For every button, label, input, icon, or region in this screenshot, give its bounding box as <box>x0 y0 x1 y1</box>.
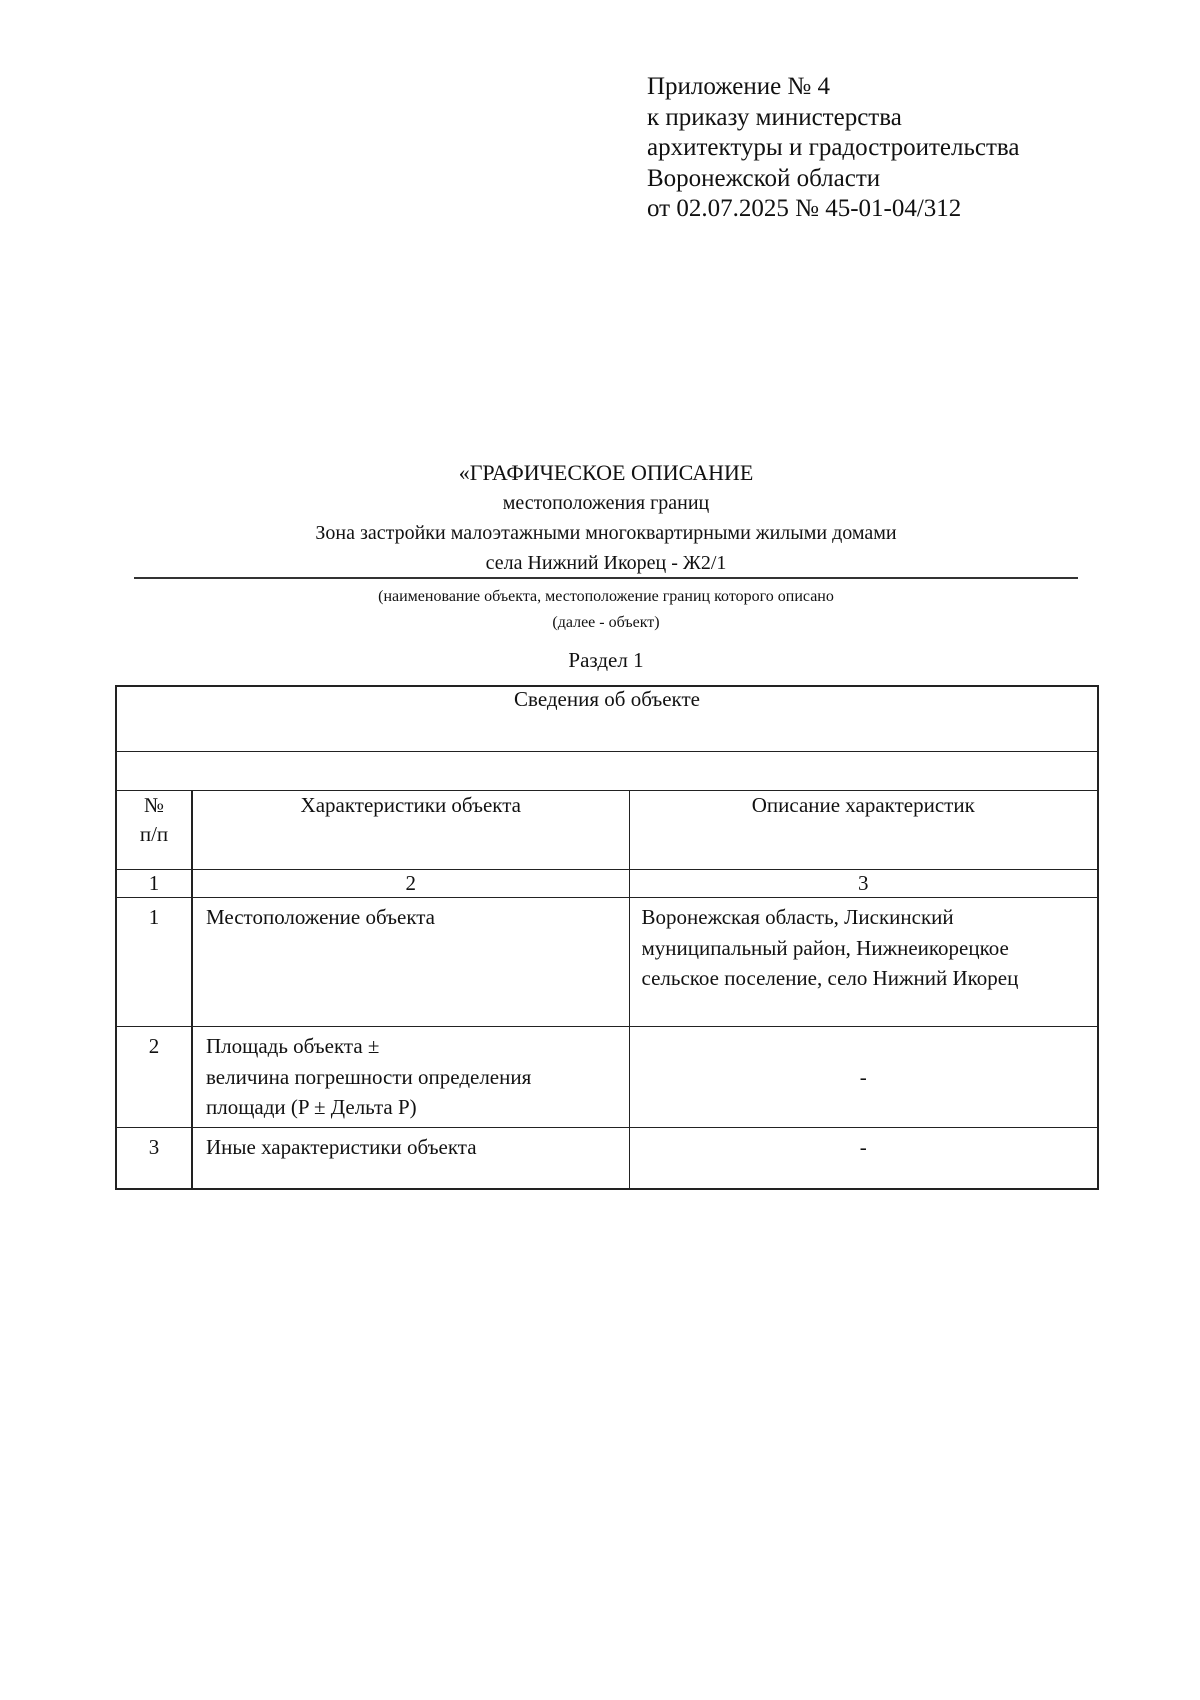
characteristic-line: Местоположение объекта <box>206 905 436 929</box>
row-characteristic <box>192 898 629 1027</box>
description-line: Воронежская область, Лискинский <box>641 905 954 929</box>
appendix-ministry: архитектуры и градостроительства <box>647 134 1020 161</box>
title-main: «ГРАФИЧЕСКОЕ ОПИСАНИЕ <box>458 460 754 485</box>
table-blank-row <box>116 752 1098 791</box>
section-heading: Раздел 1 <box>568 648 644 672</box>
table-row <box>116 1128 1098 1190</box>
row-description: - <box>629 1128 1098 1190</box>
caption-line: (наименование объекта, местоположение границ которого описано <box>378 588 834 605</box>
appendix-header <box>647 72 1019 225</box>
appendix-number: Приложение № 4 <box>647 73 831 100</box>
title-underline <box>134 577 1078 579</box>
title-line: местоположения границ <box>502 492 710 514</box>
row-num: 1 <box>116 898 192 1027</box>
characteristic-line: величина погрешности определения <box>206 1064 532 1089</box>
characteristic-line: Площадь объекта ± <box>206 1034 380 1058</box>
object-info-table <box>115 685 1099 1190</box>
characteristic-line: Иные характеристики объекта <box>206 1135 477 1159</box>
header-description: Описание характеристик <box>629 791 1098 870</box>
document-title <box>134 458 1078 578</box>
table-row <box>116 898 1098 1027</box>
header-num-symbol: № <box>143 793 165 817</box>
index-cell: 1 <box>116 870 192 898</box>
title-line: села Нижний Икорец - Ж2/1 <box>485 552 727 574</box>
header-num <box>116 791 192 870</box>
row-num: 2 <box>116 1027 192 1128</box>
appendix-order-date: от 02.07.2025 № 45-01-04/312 <box>647 195 962 222</box>
title-line: Зона застройки малоэтажными многоквартирными жилыми домами <box>315 522 897 544</box>
description-line: сельское поселение, село Нижний Икорец <box>641 966 1019 990</box>
description-line: муниципальный район, Нижнеикорецкое <box>641 935 1009 960</box>
row-num: 3 <box>116 1128 192 1190</box>
header-characteristic: Характеристики объекта <box>192 791 629 870</box>
appendix-region: Воронежской области <box>647 164 881 192</box>
index-cell: 2 <box>192 870 629 898</box>
row-characteristic <box>192 1128 629 1190</box>
table-title: Сведения об объекте <box>116 686 1098 752</box>
row-description: - <box>629 1027 1098 1128</box>
row-characteristic <box>192 1027 629 1128</box>
caption-line: (далее - объект) <box>552 614 660 631</box>
object-caption <box>134 584 1078 636</box>
row-description <box>629 898 1098 1027</box>
header-num-abbr: п/п <box>139 822 169 846</box>
table-row <box>116 1027 1098 1128</box>
index-cell: 3 <box>629 870 1098 898</box>
appendix-order-ref: к приказу министерства <box>647 103 902 131</box>
characteristic-line: площади (P ± Дельта P) <box>206 1095 417 1119</box>
